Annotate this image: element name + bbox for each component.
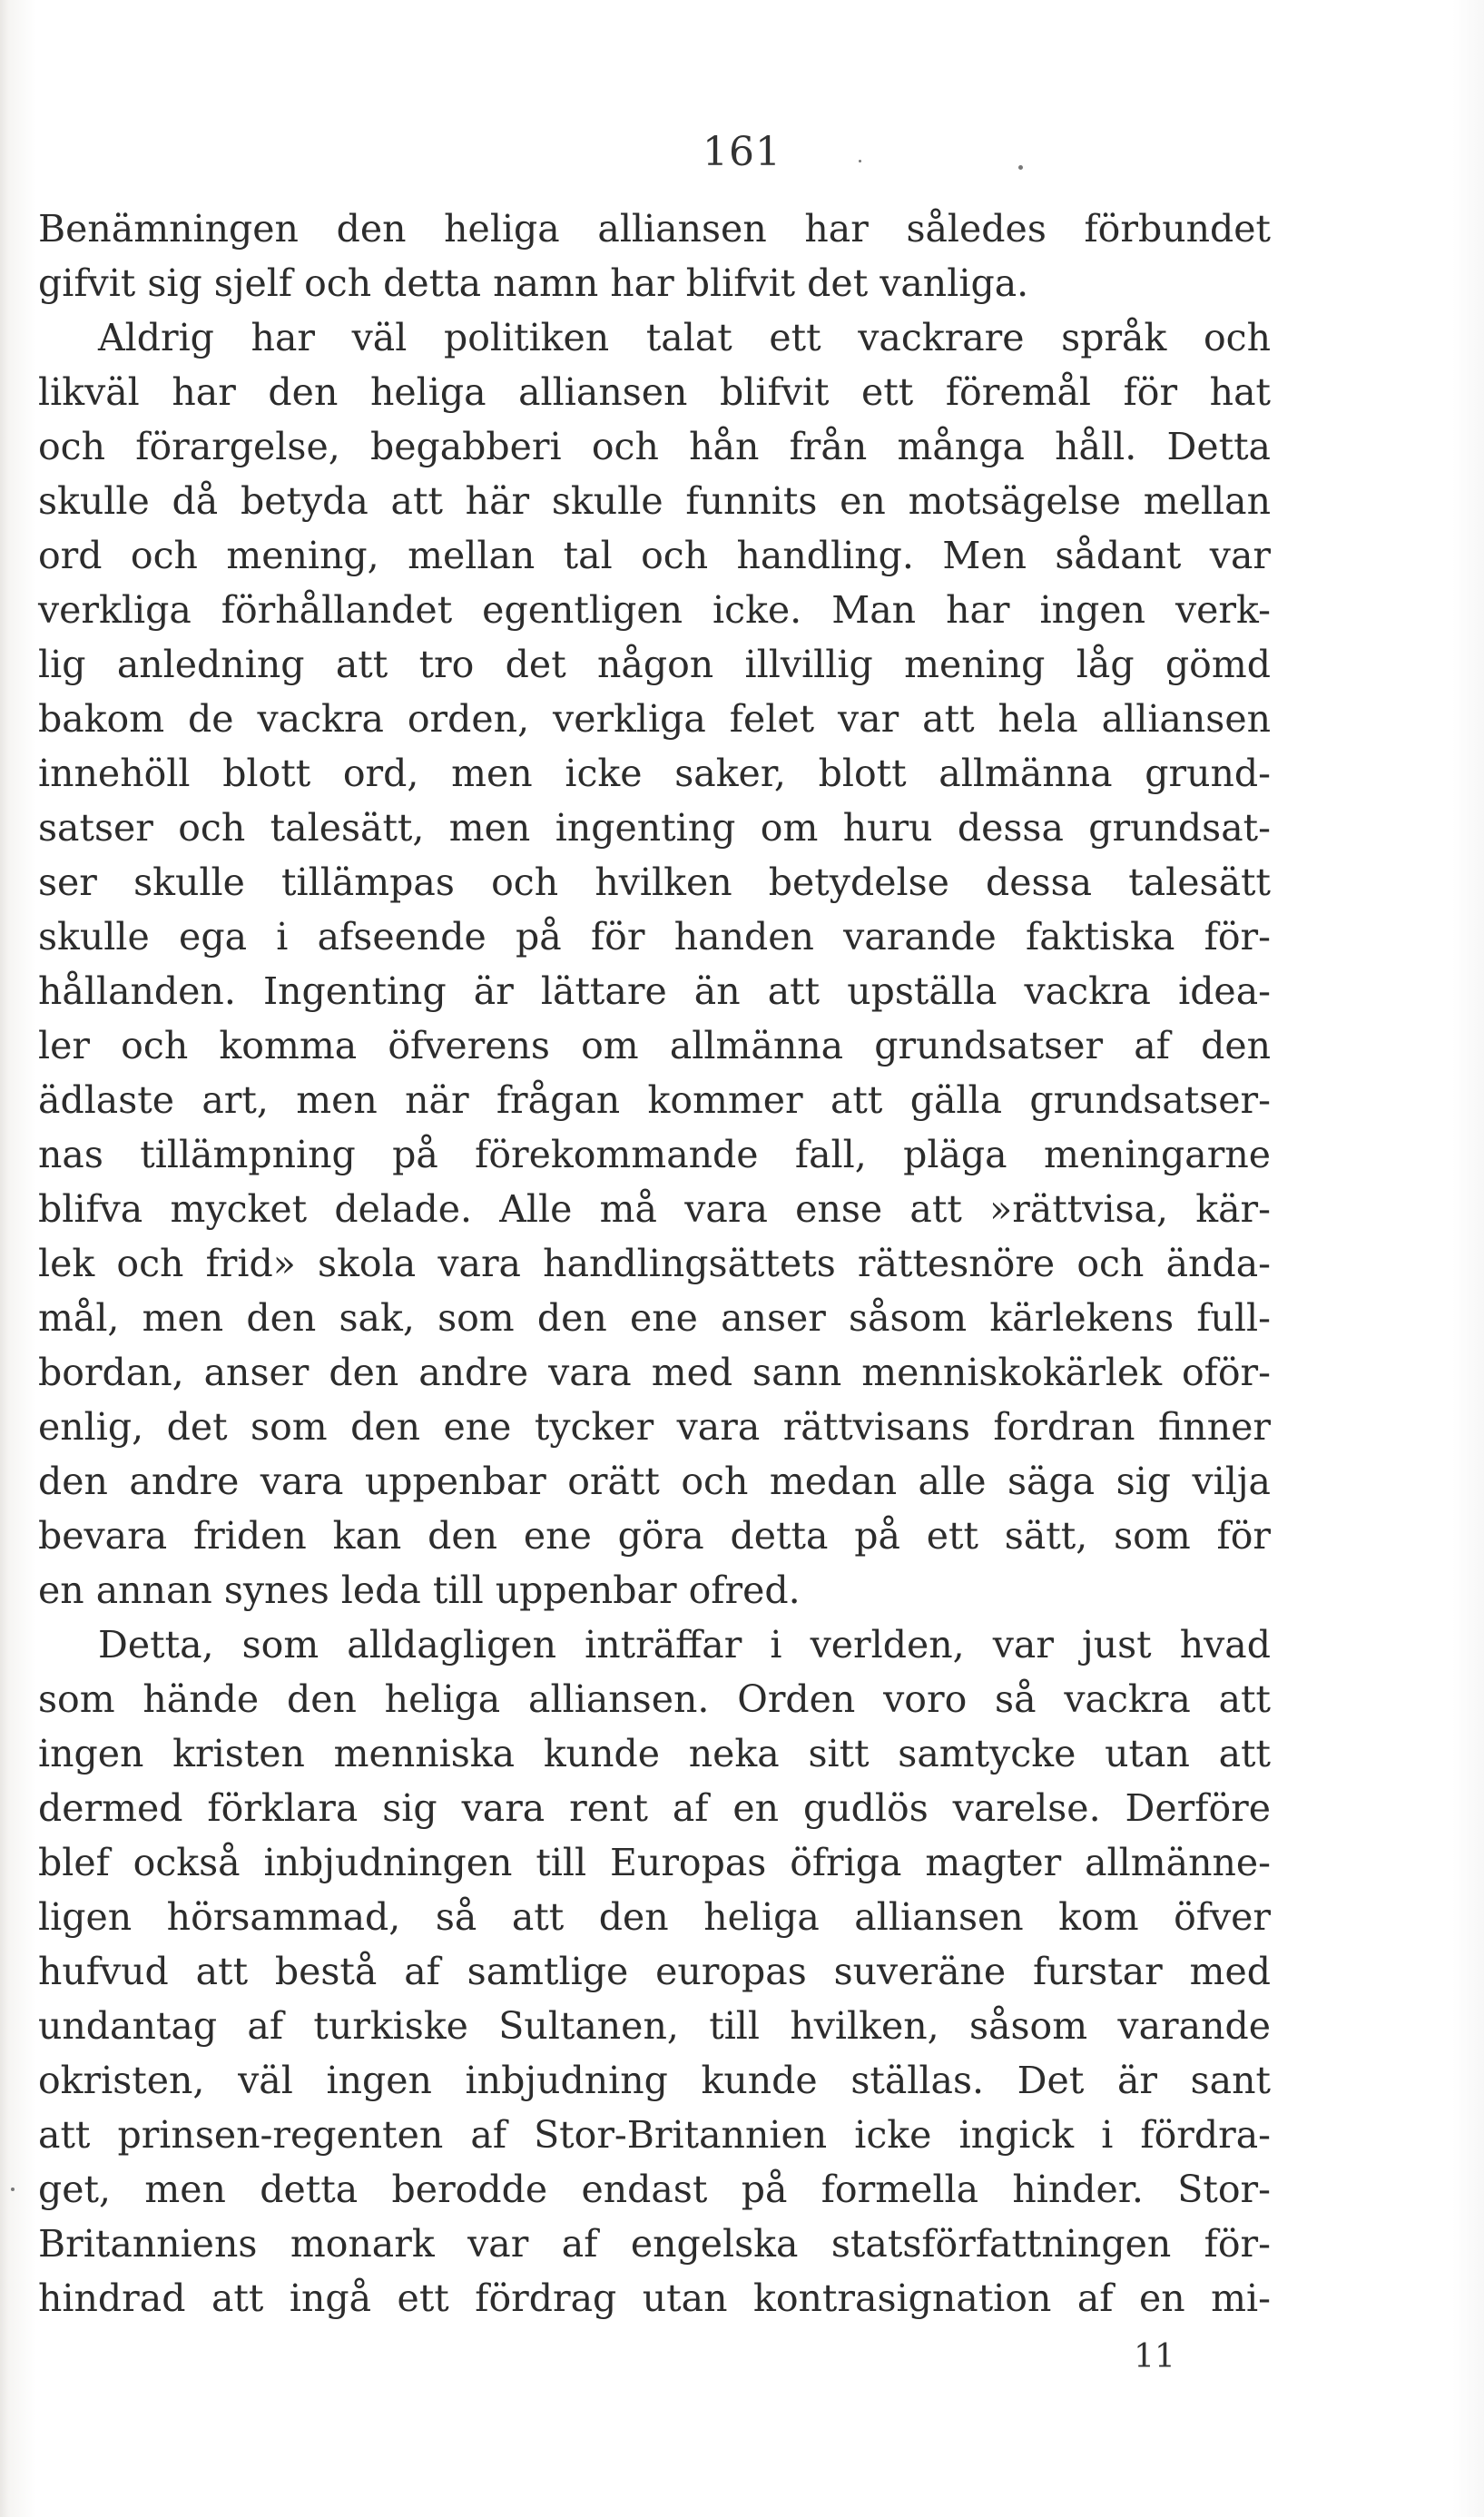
ink-speck xyxy=(1018,165,1023,170)
text-line: gifvit sig sjelf och detta namn har blifvit det vanliga. xyxy=(38,261,1029,305)
text-line: hållanden. Ingenting är lättare än att upställa vackra idea- xyxy=(38,969,1271,1013)
text-line: dermed förklara sig vara rent af en gudlös varelse. Derföre xyxy=(38,1786,1271,1830)
text-line: lek och frid» skola vara handlingsättets rättesnöre och ända- xyxy=(38,1242,1271,1285)
text-line: ler och komma öfverens om allmänna grundsatser af den xyxy=(38,1024,1271,1067)
body-text xyxy=(38,202,1271,2325)
text-line: enlig, det som den ene tycker vara rättvisans fordran finner xyxy=(38,1405,1271,1449)
text-line: undantag af turkiske Sultanen, till hvilken, såsom varande xyxy=(38,2004,1271,2048)
text-line: att prinsen-regenten af Stor-Britannien icke ingick i fördra- xyxy=(38,2113,1271,2157)
text-line: blifva mycket delade. Alle må vara ense att »rättvisa, kär- xyxy=(38,1187,1271,1231)
text-line: den andre vara uppenbar orätt och medan alle säga sig vilja xyxy=(38,1460,1271,1503)
paragraph-start-line: Aldrig har väl politiken talat ett vackrare språk och xyxy=(98,316,1271,359)
text-line: hindrad att ingå ett fördrag utan kontrasignation af en mi- xyxy=(38,2276,1271,2320)
ink-speck xyxy=(11,2188,15,2191)
text-line: bordan, anser den andre vara med sann menniskokärlek oför- xyxy=(38,1351,1271,1394)
text-line: bevara friden kan den ene göra detta på ett sätt, som för xyxy=(38,1514,1271,1558)
text-line: och förargelse, begabberi och hån från många håll. Detta xyxy=(38,425,1271,468)
text-line: lig anledning att tro det någon illvillig mening låg gömd xyxy=(38,643,1271,686)
text-line: innehöll blott ord, men icke saker, blott allmänna grund- xyxy=(38,752,1271,795)
text-line: ädlaste art, men när frågan kommer att gälla grundsatser- xyxy=(38,1078,1271,1122)
ink-speck xyxy=(859,160,861,162)
text-line: en annan synes leda till uppenbar ofred. xyxy=(38,1568,801,1612)
text-line: Benämningen den heliga alliansen har således förbundet xyxy=(38,207,1271,251)
text-line: ord och mening, mellan tal och handling. Men sådant var xyxy=(38,534,1271,577)
signature-mark: 11 xyxy=(1134,2338,1175,2375)
text-line: Britanniens monark var af engelska statsförfattningen för- xyxy=(38,2222,1271,2266)
text-line: ligen hörsammad, så att den heliga alliansen kom öfver xyxy=(38,1895,1271,1939)
text-line: som hände den heliga alliansen. Orden voro så vackra att xyxy=(38,1677,1271,1721)
text-line: mål, men den sak, som den ene anser såsom kärlekens full- xyxy=(38,1296,1271,1340)
text-line: ser skulle tillämpas och hvilken betydelse dessa talesätt xyxy=(38,860,1271,904)
text-line: satser och talesätt, men ingenting om huru dessa grundsat- xyxy=(38,806,1271,850)
text-line: ingen kristen menniska kunde neka sitt samtycke utan att xyxy=(38,1732,1271,1775)
text-line: verkliga förhållandet egentligen icke. Man har ingen verk- xyxy=(38,588,1271,632)
text-line: nas tillämpning på förekommande fall, pläga meningarne xyxy=(38,1133,1271,1176)
text-line: skulle då betyda att här skulle funnits en motsägelse mellan xyxy=(38,479,1271,523)
paragraph-start-line: Detta, som alldagligen inträffar i verlden, var just hvad xyxy=(98,1623,1271,1667)
page-number: 161 xyxy=(703,129,781,175)
text-line: get, men detta berodde endast på formella hinder. Stor- xyxy=(38,2168,1271,2211)
text-line: blef också inbjudningen till Europas öfriga magter allmänne- xyxy=(38,1841,1271,1884)
text-line: likväl har den heliga alliansen blifvit ett föremål för hat xyxy=(38,370,1271,414)
text-line: okristen, väl ingen inbjudning kunde ställas. Det är sant xyxy=(38,2059,1271,2102)
text-line: bakom de vackra orden, verkliga felet var att hela alliansen xyxy=(38,697,1271,741)
text-line: skulle ega i afseende på för handen varande faktiska för- xyxy=(38,915,1271,959)
text-line: hufvud att bestå af samtlige europas suveräne furstar med xyxy=(38,1950,1271,1993)
